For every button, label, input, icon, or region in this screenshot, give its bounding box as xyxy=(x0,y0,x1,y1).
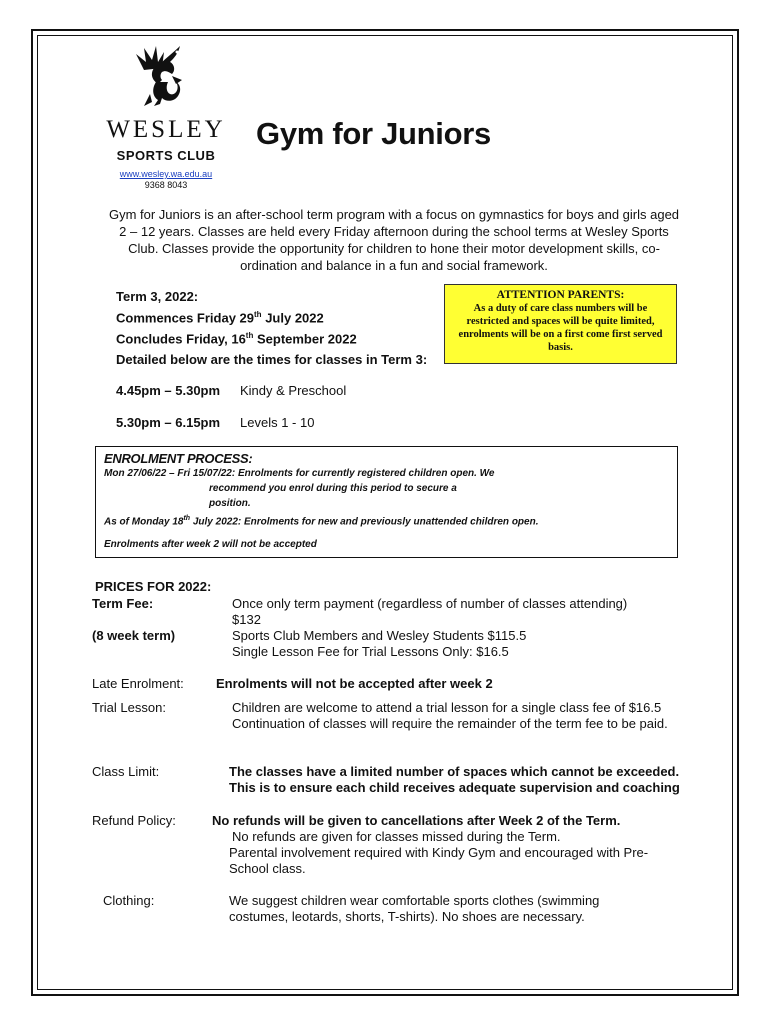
class-group: Kindy & Preschool xyxy=(240,383,347,398)
dragon-logo-icon xyxy=(130,40,190,112)
term-fee-label: Term Fee: xyxy=(92,596,154,611)
class-slot xyxy=(116,383,346,398)
term-commences: Commences Friday 29th July 2022 xyxy=(116,310,324,326)
enrolment-line: position. xyxy=(209,498,251,509)
brand-name: WESLEY xyxy=(106,116,226,143)
class-times-heading: Detailed below are the times for classes in Term 3: xyxy=(116,352,428,367)
clothing-value: We suggest children wear comfortable sports clothes (swimming costumes, leotards, shorts, T-shirts). No shoes are necessary. xyxy=(229,893,600,924)
trial-lesson-value: Children are welcome to attend a trial lesson for a single class fee of $16.5 Continuation of classes will require the remainder of the term fee to be paid. xyxy=(232,700,668,731)
enrolment-line: Mon 27/06/22 – Fri 15/07/22: Enrolments for currently registered children open. We xyxy=(104,468,495,479)
enrolment-line: As of Monday 18th July 2022: Enrolments for new and previously unattended children open. xyxy=(104,515,539,528)
page-title: Gym for Juniors xyxy=(256,116,491,151)
attention-title: ATTENTION PARENTS: xyxy=(496,289,625,301)
trial-lesson-label: Trial Lesson: xyxy=(92,700,166,715)
intro-paragraph: Gym for Juniors is an after-school term program with a focus on gymnastics for boys and girls aged 2 – 12 years. Classes are held every Friday afternoon during the school terms at Wesley Sports Club. Classes provide the opportunity for children to hone their motor development skills, co-ordination and balance in a fun and social framework. xyxy=(108,207,680,273)
class-slot xyxy=(116,415,314,430)
enrolment-line: Enrolments after week 2 will not be accepted xyxy=(104,539,317,551)
refund-policy-value: No refunds will be given to cancellations after Week 2 of the Term. No refunds are given for classes missed during the Term. Parental involvement required with Kindy Gym and encouraged with Pre-School class. xyxy=(212,813,649,876)
class-time: 4.45pm – 5.30pm xyxy=(116,383,221,398)
term-concludes: Concludes Friday, 16th September 2022 xyxy=(116,331,357,347)
enrolment-box xyxy=(95,446,678,558)
refund-policy-label: Refund Policy: xyxy=(92,813,176,828)
week-term-label: (8 week term) xyxy=(92,628,176,643)
enrolment-line: recommend you enrol during this period to secure a xyxy=(209,483,457,494)
website-link[interactable]: www.wesley.wa.edu.au xyxy=(119,169,213,179)
term-info xyxy=(116,288,357,349)
enrolment-title: ENROLMENT PROCESS: xyxy=(104,451,253,466)
term-fee-value: Once only term payment (regardless of number of classes attending) $132 xyxy=(232,596,628,627)
attention-box xyxy=(444,284,677,364)
class-time: 5.30pm – 6.15pm xyxy=(116,415,221,430)
prices-heading: PRICES FOR 2022: xyxy=(95,579,212,594)
class-limit-label: Class Limit: xyxy=(92,764,160,779)
clothing-label: Clothing: xyxy=(103,893,155,908)
late-enrolment-label: Late Enrolment: xyxy=(92,676,184,691)
attention-body: As a duty of care class numbers will be restricted and spaces will be quite limited, enrolments will be on a first come first served basis. xyxy=(458,303,663,353)
late-enrolment-value: Enrolments will not be accepted after week 2 xyxy=(216,676,493,691)
brand-subtitle: SPORTS CLUB xyxy=(116,148,216,163)
term-heading: Term 3, 2022: xyxy=(116,289,199,304)
class-group: Levels 1 - 10 xyxy=(240,415,315,430)
class-limit-value: The classes have a limited number of spaces which cannot be exceeded. This is to ensure each child receives adequate supervision and coaching xyxy=(229,764,680,795)
member-prices: Sports Club Members and Wesley Students $115.5 Single Lesson Fee for Trial Lessons Only: $16.5 xyxy=(232,628,527,659)
phone-number: 9368 8043 xyxy=(144,180,188,190)
